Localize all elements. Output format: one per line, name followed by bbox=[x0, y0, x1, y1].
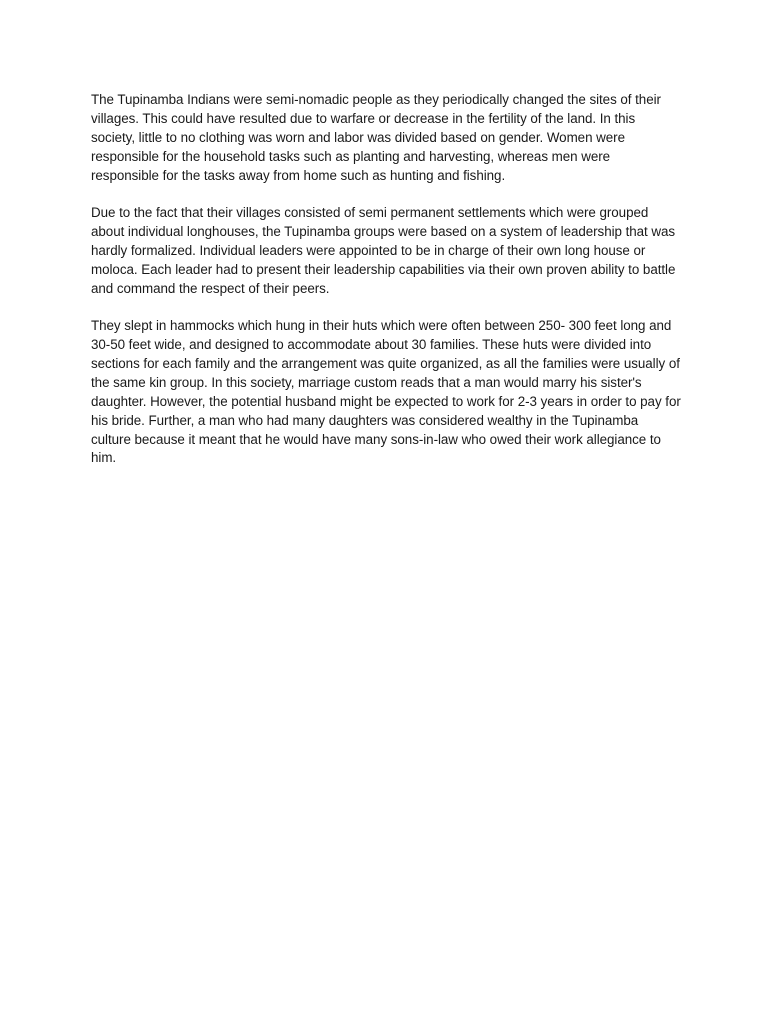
document-body bbox=[91, 91, 681, 487]
paragraph-2: Due to the fact that their villages consisted of semi permanent settlements which were grouped about individual longhouses, the Tupinamba groups were based on a system of leadership that was hardly formalized. Individual leaders were appointed to be in charge of their own long house or moloca. Each leader had to present their leadership capabilities via their own proven ability to battle and command the respect of their peers. bbox=[91, 205, 676, 296]
paragraph-3: They slept in hammocks which hung in their huts which were often between 250- 300 feet long and 30-50 feet wide, and designed to accommodate about 30 families. These huts were divided into sections for each family and the arrangement was quite organized, as all the families were usually of the same kin group. In this society, marriage custom reads that a man would marry his sister's daughter. However, the potential husband might be expected to work for 2-3 years in order to pay for his bride. Further, a man who had many daughters was considered wealthy in the Tupinamba culture because it meant that he would have many sons-in-law who owed their work allegiance to him. bbox=[91, 318, 681, 466]
paragraph-1: The Tupinamba Indians were semi-nomadic people as they periodically changed the sites of their villages. This could have resulted due to warfare or decrease in the fertility of the land. In this society, little to no clothing was worn and labor was divided based on gender. Women were responsible for the household tasks such as planting and harvesting, whereas men were responsible for the tasks away from home such as hunting and fishing. bbox=[91, 92, 661, 183]
